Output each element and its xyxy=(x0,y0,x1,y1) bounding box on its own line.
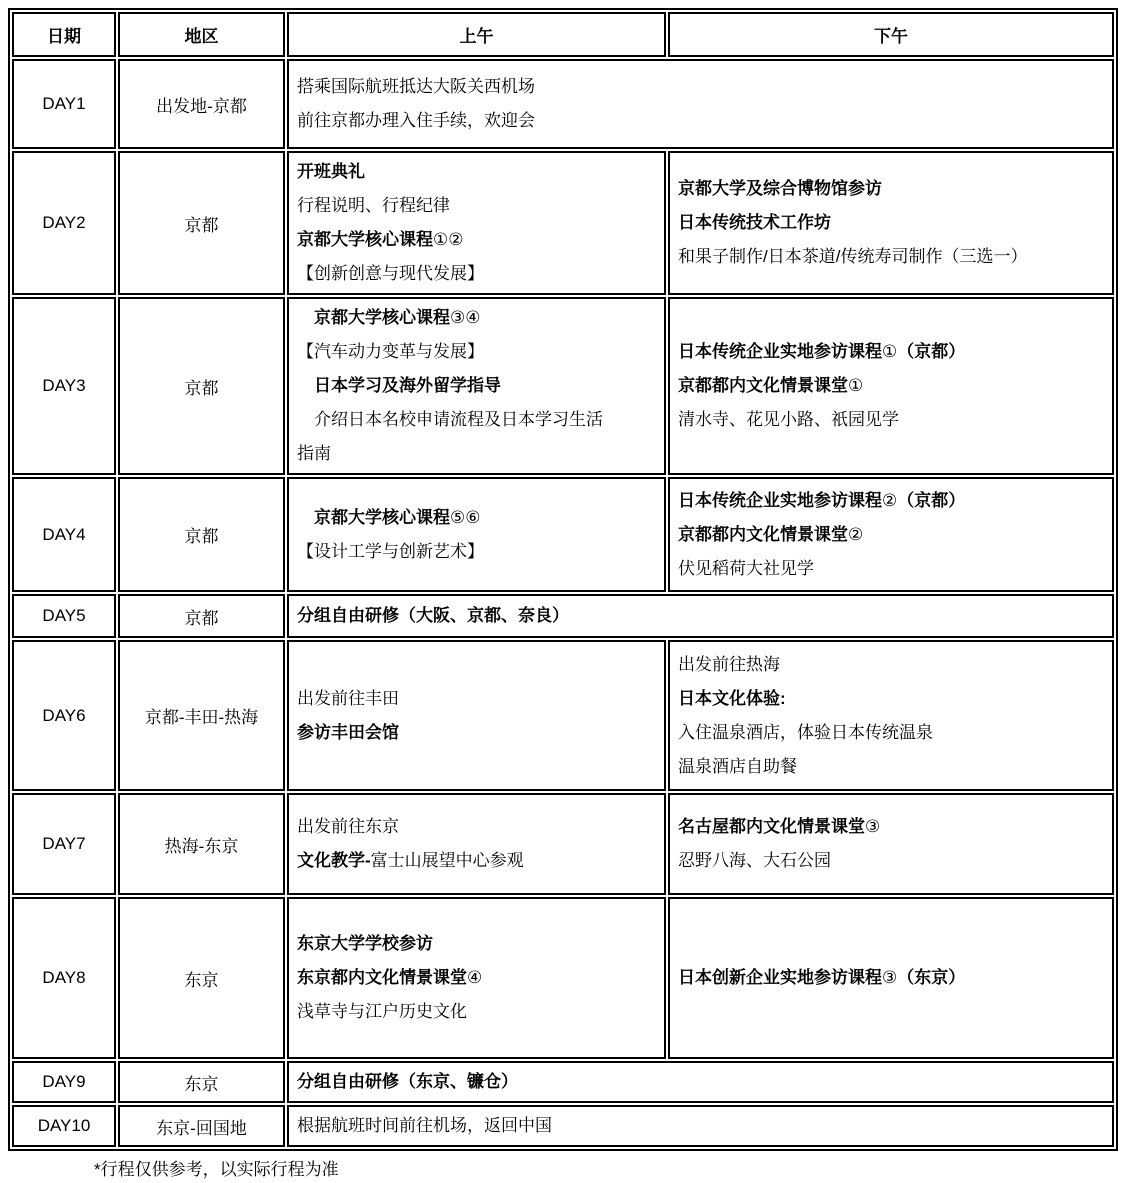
text-segment: 【汽车动力变革与发展】 xyxy=(297,342,484,361)
text-segment: 分组自由研修（东京、镰仓） xyxy=(297,1072,518,1091)
itinerary-table xyxy=(8,8,1118,1151)
line xyxy=(297,844,656,878)
line xyxy=(678,716,1104,750)
text-segment: 日本传统企业实地参访课程 xyxy=(678,342,882,361)
text-segment: ③ xyxy=(882,968,898,987)
region-cell: 京都-丰田-热海 xyxy=(118,640,285,791)
text-segment: ⑤⑥ xyxy=(450,507,481,527)
text-segment: 京都都内文化情景课堂 xyxy=(678,376,848,395)
table-row xyxy=(12,1105,1114,1147)
line xyxy=(297,995,656,1029)
line xyxy=(678,844,1104,878)
region-cell: 京都 xyxy=(118,297,285,475)
afternoon-cell xyxy=(668,897,1114,1059)
text-segment: 京都都内文化情景课堂 xyxy=(678,524,848,544)
fullday-cell xyxy=(287,59,1114,149)
text-segment: 搭乘国际航班抵达大阪关西机场 xyxy=(297,77,535,96)
day-cell: DAY9 xyxy=(12,1061,116,1103)
text-segment: ③ xyxy=(865,817,881,836)
table-row xyxy=(12,59,1114,149)
line xyxy=(297,301,656,335)
table-body xyxy=(12,59,1114,1147)
morning-cell xyxy=(287,477,666,592)
day-cell: DAY4 xyxy=(12,477,116,592)
fullday-cell xyxy=(287,594,1114,638)
header-cell-afternoon: 下午 xyxy=(668,12,1114,57)
line xyxy=(678,552,1104,586)
table-row xyxy=(12,297,1114,475)
text-segment: 京都大学核心课程 xyxy=(314,308,450,327)
morning-cell xyxy=(287,640,666,791)
day-cell: DAY1 xyxy=(12,59,116,149)
header-cell-morning: 上午 xyxy=(287,12,666,57)
text-segment: 富士山展望中心参观 xyxy=(370,851,524,870)
text-segment: （京都） xyxy=(897,342,966,361)
text-segment: 入住温泉酒店，体验日本传统温泉 xyxy=(678,722,933,742)
text-segment: 参访丰田会馆 xyxy=(297,722,399,742)
line xyxy=(678,750,1104,784)
text-segment: 文化教学- xyxy=(297,851,371,870)
line xyxy=(297,599,1104,633)
text-segment: 日本传统企业实地参访课程 xyxy=(678,490,882,510)
line xyxy=(678,369,1104,403)
line xyxy=(678,206,1104,240)
line xyxy=(678,335,1104,369)
region-cell: 出发地-京都 xyxy=(118,59,285,149)
text-segment: 京都大学核心课程 xyxy=(314,507,450,527)
line xyxy=(297,1109,1104,1143)
region-cell: 热海-东京 xyxy=(118,793,285,895)
text-segment: ① xyxy=(848,376,864,395)
line xyxy=(297,437,656,471)
day-cell: DAY5 xyxy=(12,594,116,638)
line xyxy=(297,369,656,403)
morning-cell xyxy=(287,297,666,475)
text-segment: 出发前往东京 xyxy=(297,817,399,836)
line xyxy=(678,403,1104,437)
line xyxy=(297,335,656,369)
morning-cell xyxy=(287,793,666,895)
line xyxy=(297,257,656,291)
text-segment: 东京大学学校参访 xyxy=(297,934,433,953)
afternoon-cell xyxy=(668,151,1114,295)
text-segment: 名古屋都内文化情景课堂 xyxy=(678,817,865,836)
region-cell: 东京-回国地 xyxy=(118,1105,285,1147)
text-segment: ② xyxy=(848,524,864,544)
text-segment: 温泉酒店自助餐 xyxy=(678,756,797,776)
text-segment: 【创新创意与现代发展】 xyxy=(297,264,484,283)
header-row xyxy=(12,12,1114,57)
text-segment: 指南 xyxy=(297,444,331,463)
line xyxy=(297,810,656,844)
line xyxy=(297,1065,1104,1099)
line xyxy=(297,189,656,223)
footnote: *行程仅供参考，以实际行程为准 xyxy=(94,1160,339,1179)
line xyxy=(678,961,1104,995)
text-segment: 日本创新企业实地参访课程 xyxy=(678,968,882,987)
text-segment: 介绍日本名校申请流程及日本学习生活 xyxy=(314,410,603,429)
day-cell: DAY3 xyxy=(12,297,116,475)
line xyxy=(297,104,1104,138)
line xyxy=(297,403,656,437)
afternoon-cell xyxy=(668,640,1114,791)
text-segment: 东京都内文化情景课堂 xyxy=(297,968,467,987)
text-segment: ② xyxy=(882,490,898,510)
text-segment: 和果子制作/日本茶道/传统寿司制作（三选一） xyxy=(678,247,1028,266)
region-cell: 京都 xyxy=(118,594,285,638)
text-segment: 浅草寺与江户历史文化 xyxy=(297,1002,467,1021)
region-cell: 京都 xyxy=(118,151,285,295)
header-cell-date: 日期 xyxy=(12,12,116,57)
line xyxy=(297,716,656,750)
line xyxy=(678,484,1104,518)
text-segment: （京都） xyxy=(897,490,966,510)
text-segment: 行程说明、行程纪律 xyxy=(297,196,450,215)
table-row xyxy=(12,640,1114,791)
text-segment: 分组自由研修（大阪、京都、奈良） xyxy=(297,606,569,625)
text-segment: 京都大学核心课程 xyxy=(297,230,433,249)
day-cell: DAY2 xyxy=(12,151,116,295)
line xyxy=(297,961,656,995)
afternoon-cell xyxy=(668,793,1114,895)
text-segment: 日本文化体验: xyxy=(678,688,786,708)
text-segment: 开班典礼 xyxy=(297,162,365,181)
line xyxy=(297,70,1104,104)
table-row xyxy=(12,897,1114,1059)
text-segment: ④ xyxy=(467,968,483,987)
text-segment: （东京） xyxy=(897,968,966,987)
morning-cell xyxy=(287,151,666,295)
text-segment: ③④ xyxy=(450,308,481,327)
table-row xyxy=(12,793,1114,895)
day-cell: DAY7 xyxy=(12,793,116,895)
fullday-cell xyxy=(287,1061,1114,1103)
table-row xyxy=(12,151,1114,295)
text-segment: 【设计工学与创新艺术】 xyxy=(297,541,484,561)
line xyxy=(678,682,1104,716)
text-segment: 前往京都办理入住手续，欢迎会 xyxy=(297,111,535,130)
morning-cell xyxy=(287,897,666,1059)
region-cell: 京都 xyxy=(118,477,285,592)
line xyxy=(678,810,1104,844)
day-cell: DAY10 xyxy=(12,1105,116,1147)
text-segment: ①② xyxy=(433,230,464,249)
line xyxy=(297,927,656,961)
line xyxy=(678,518,1104,552)
region-cell: 东京 xyxy=(118,897,285,1059)
line xyxy=(678,648,1104,682)
text-segment: 清水寺、花见小路、祇园见学 xyxy=(678,410,899,429)
day-cell: DAY6 xyxy=(12,640,116,791)
text-segment: 出发前往丰田 xyxy=(297,688,399,708)
line xyxy=(297,155,656,189)
table-row xyxy=(12,594,1114,638)
line xyxy=(297,223,656,257)
fullday-cell xyxy=(287,1105,1114,1147)
table-row xyxy=(12,477,1114,592)
header-cell-region: 地区 xyxy=(118,12,285,57)
line xyxy=(297,682,656,716)
text-segment: 根据航班时间前往机场，返回中国 xyxy=(297,1116,552,1135)
text-segment: 日本学习及海外留学指导 xyxy=(314,376,501,395)
line xyxy=(297,535,656,569)
day-cell: DAY8 xyxy=(12,897,116,1059)
line xyxy=(678,240,1104,274)
text-segment: 忍野八海、大石公园 xyxy=(678,851,831,870)
text-segment: 日本传统技术工作坊 xyxy=(678,213,831,232)
line xyxy=(297,501,656,535)
text-segment: 出发前往热海 xyxy=(678,654,780,674)
text-segment: 伏见稻荷大社见学 xyxy=(678,558,814,578)
table-row xyxy=(12,1061,1114,1103)
afternoon-cell xyxy=(668,297,1114,475)
text-segment: ① xyxy=(882,342,898,361)
afternoon-cell xyxy=(668,477,1114,592)
line xyxy=(678,172,1104,206)
region-cell: 东京 xyxy=(118,1061,285,1103)
text-segment: 京都大学及综合博物馆参访 xyxy=(678,179,882,198)
